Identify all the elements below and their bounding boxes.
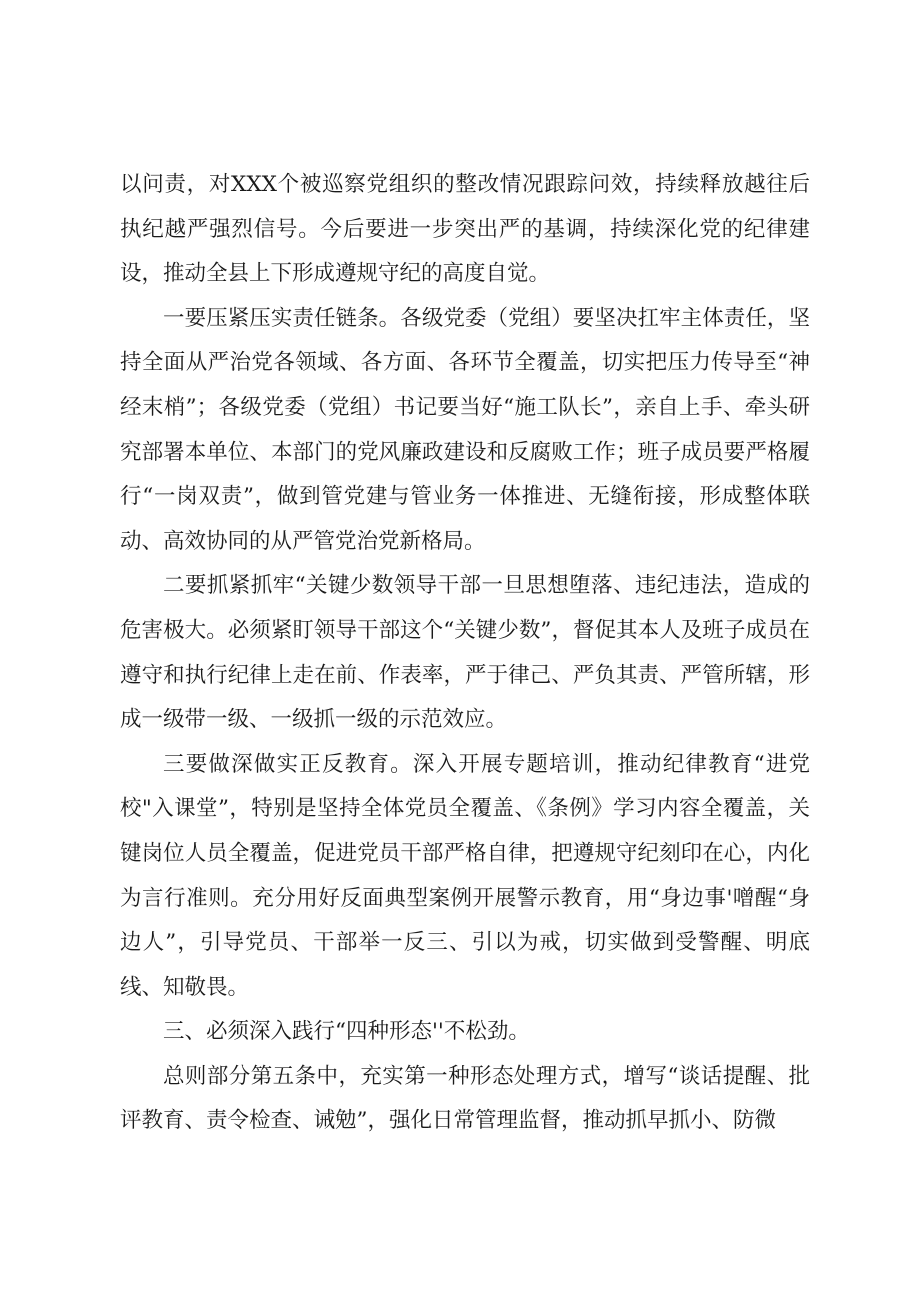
- paragraph-education: 三要做深做实正反教育。深入开展专题培训，推动纪律教育“进党校"入课堂”，特别是坚持全体党员全覆盖、《条例》学习内容全覆盖，关键岗位人员全覆盖，促进党员干部严格自律，把遵规守纪刻印在心，内化为言行准则。充分用好反面典型案例开展警示教育，用“身边事'噌醒“身边人”，引导党员、干部举一反三、引以为戒，切实做到受警醒、明底线、知敬畏。: [120, 751, 810, 1000]
- paragraph-key-minority: 二要抓紧抓牢“关键少数领导干部一旦思想堕落、违纪违法，造成的危害极大。必须紧盯领导干部这个“关键少数”，督促其本人及班子成员在遵守和执行纪律上走在前、作表率，严于律己、严负其责、严管所辖，形成一级带一级、一级抓一级的示范效应。: [120, 573, 810, 733]
- paragraph-article-five: 总则部分第五条中，充实第一种形态处理方式，增写“谈话提醒、批评教育、责令检查、诫勉”，强化日常管理监督，推动抓早抓小、防微: [120, 1063, 810, 1134]
- document-body: [120, 163, 810, 1144]
- section-heading-four-forms: 三、必须深入践行“四种形态''不松劲。: [163, 1019, 530, 1045]
- paragraph-continuation: 以问责，对XXX个被巡察党组织的整改情况跟踪问效，持续释放越往后执纪越严强烈信号。今后要进一步突出严的基调，持续深化党的纪律建设，推动全县上下形成遵规守纪的高度自觉。: [120, 172, 810, 287]
- paragraph-responsibility-chain: 一要压紧压实责任链条。各级党委（党组）要坚决扛牢主体责任，坚持全面从严治党各领域、各方面、各环节全覆盖，切实把压力传导至“神经末梢”；各级党委（党组）书记要当好“施工队长”，亲自上手、牵头研究部署本单位、本部门的党风廉政建设和反腐败工作；班子成员要严格履行“一岗双责”，做到管党建与管业务一体推进、无缝衔接，形成整体联动、高效协同的从严管党治党新格局。: [120, 305, 810, 554]
